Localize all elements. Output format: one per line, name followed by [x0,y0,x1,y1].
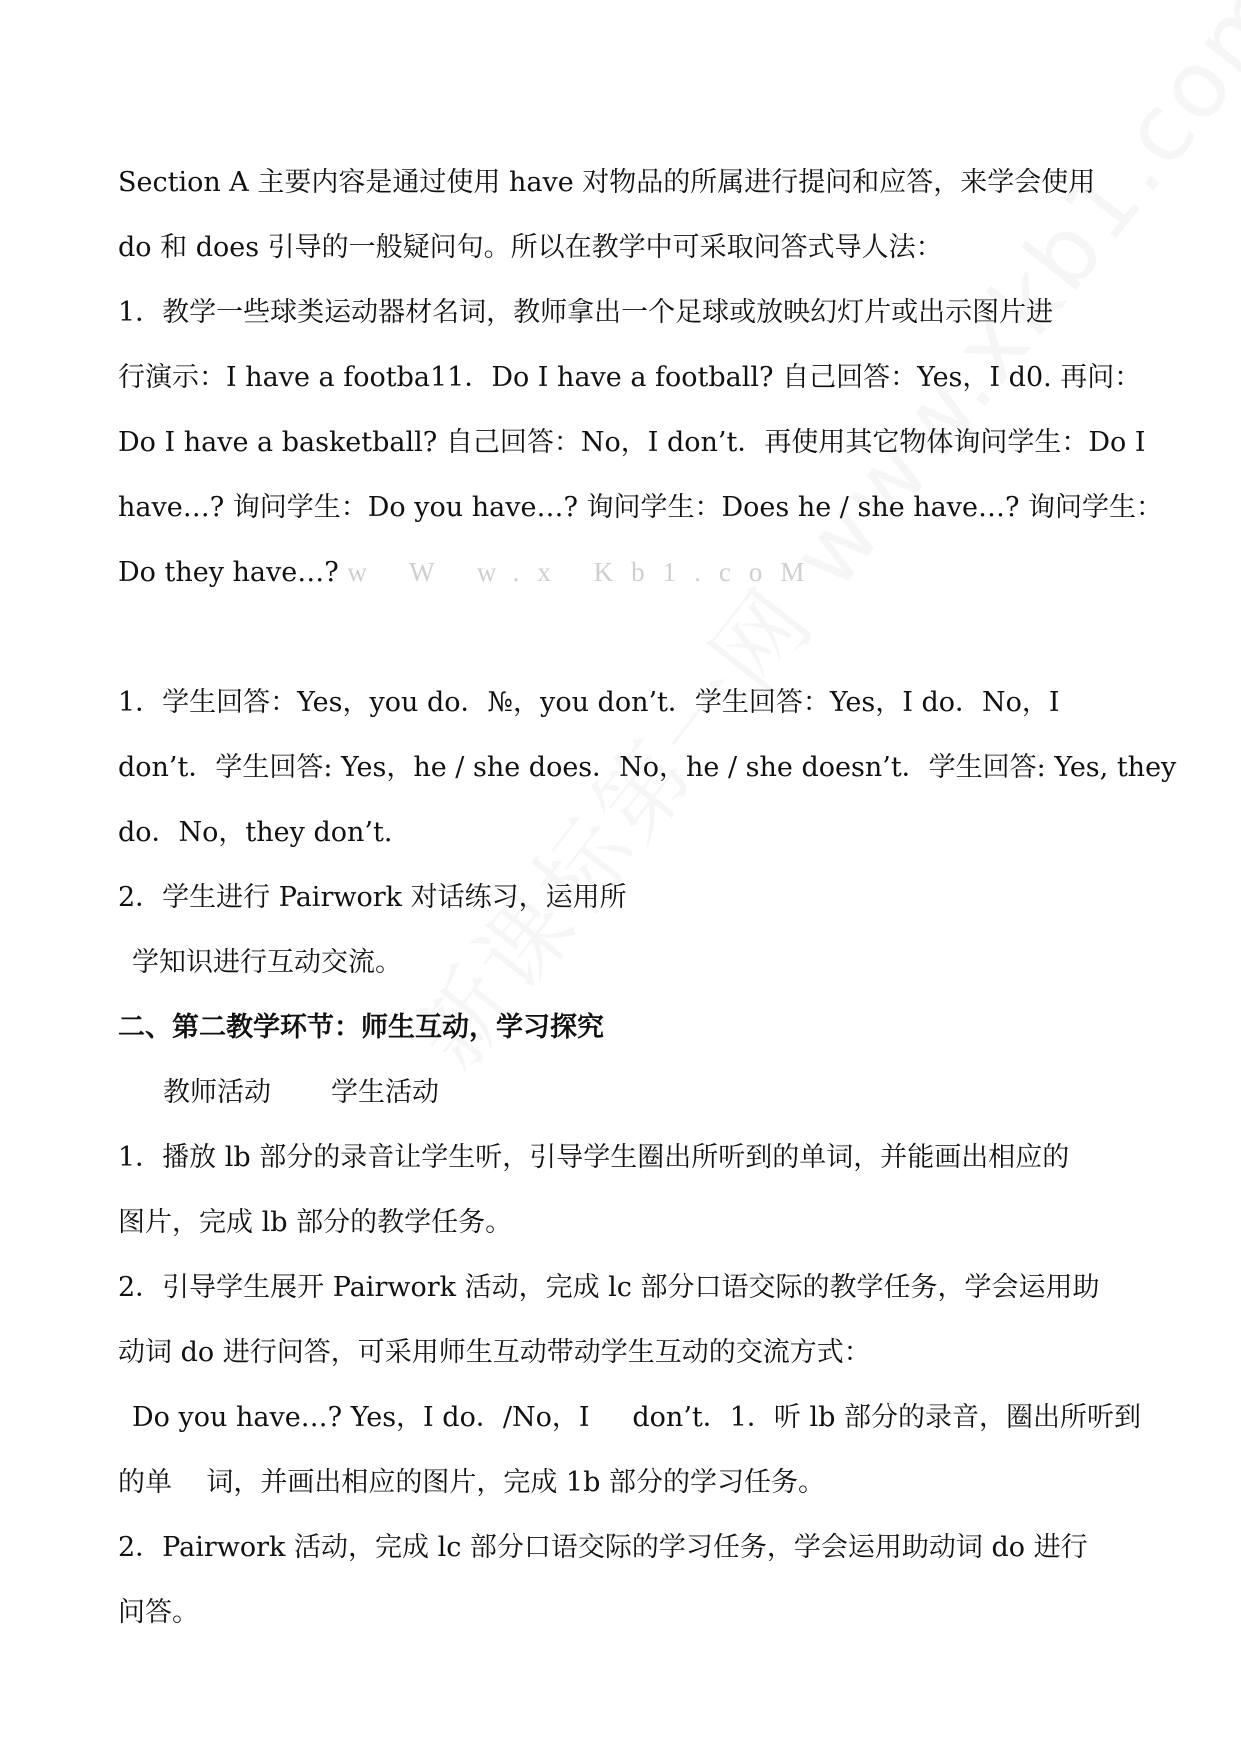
section-heading: 二、第二教学环节：师生互动，学习探究 [118,1012,604,1043]
paragraph-line: have…? 询问学生：Do you have…? 询问学生：Does he / she have…? 询问学生： [118,492,1164,523]
paragraph-line: Section A 主要内容是通过使用 have 对物品的所属进行提问和应答，来学会使用 [118,167,1096,198]
paragraph-line: 问答。 [118,1597,199,1628]
paragraph-line: Do I have a basketball? 自己回答：No，I don’t．再使用其它物体询问学生：Do I [118,427,1146,458]
paragraph-line: do 和 does 引导的一般疑问句。所以在教学中可采取问答式导人法： [118,232,943,263]
paragraph-line: don’t．学生回答: Yes，he / she does．No，he / she doesn’t．学生回答: Yes, they [118,752,1177,783]
line-text: Do they have…? [118,557,339,588]
paragraph-line [118,540,1158,605]
paragraph-line: 动词 do 进行问答，可采用师生互动带动学生互动的交流方式： [118,1337,871,1368]
paragraph-line: Do you have…? Yes，I do．/No，I don’t．1．听 lb 部分的录音，圈出所听到 [132,1402,1142,1433]
paragraph-line: 1．学生回答：Yes，you do．№，you don’t．学生回答：Yes，I do．No，I [118,687,1060,718]
teacher-activity-header: 教师活动 [163,1077,271,1108]
paragraph-line: 图片，完成 lb 部分的教学任务。 [118,1207,513,1238]
paragraph-line: 1．教学一些球类运动器材名词，教师拿出一个足球或放映幻灯片或出示图片进 [118,297,1054,328]
paragraph-line: 学知识进行互动交流。 [132,947,402,978]
paragraph-line: 2．学生进行 Pairwork 对话练习，运用所 [118,882,627,913]
blank-line [118,605,1158,670]
paragraph-line: 2．Pairwork 活动，完成 lc 部分口语交际的学习任务，学会运用助动词 do 进行 [118,1532,1088,1563]
paragraph-line: do．No，they don’t. [118,817,393,848]
student-activity-header: 学生活动 [331,1077,439,1108]
document-body [118,150,1177,1645]
faint-watermark: w W w.x Kb1.coM [347,557,823,587]
paragraph-line: 1．播放 lb 部分的录音让学生听，引导学生圈出所听到的单词，并能画出相应的 [118,1142,1070,1173]
column-headers [118,1060,1158,1125]
paragraph-line: 行演示：I have a footba11．Do I have a football? 自己回答：Yes，I d0. 再问： [118,362,1142,393]
paragraph-line: 的单 词，并画出相应的图片，完成 1b 部分的学习任务。 [118,1467,825,1498]
paragraph-line: 2．引导学生展开 Pairwork 活动，完成 lc 部分口语交际的教学任务，学会运用助 [118,1272,1100,1303]
